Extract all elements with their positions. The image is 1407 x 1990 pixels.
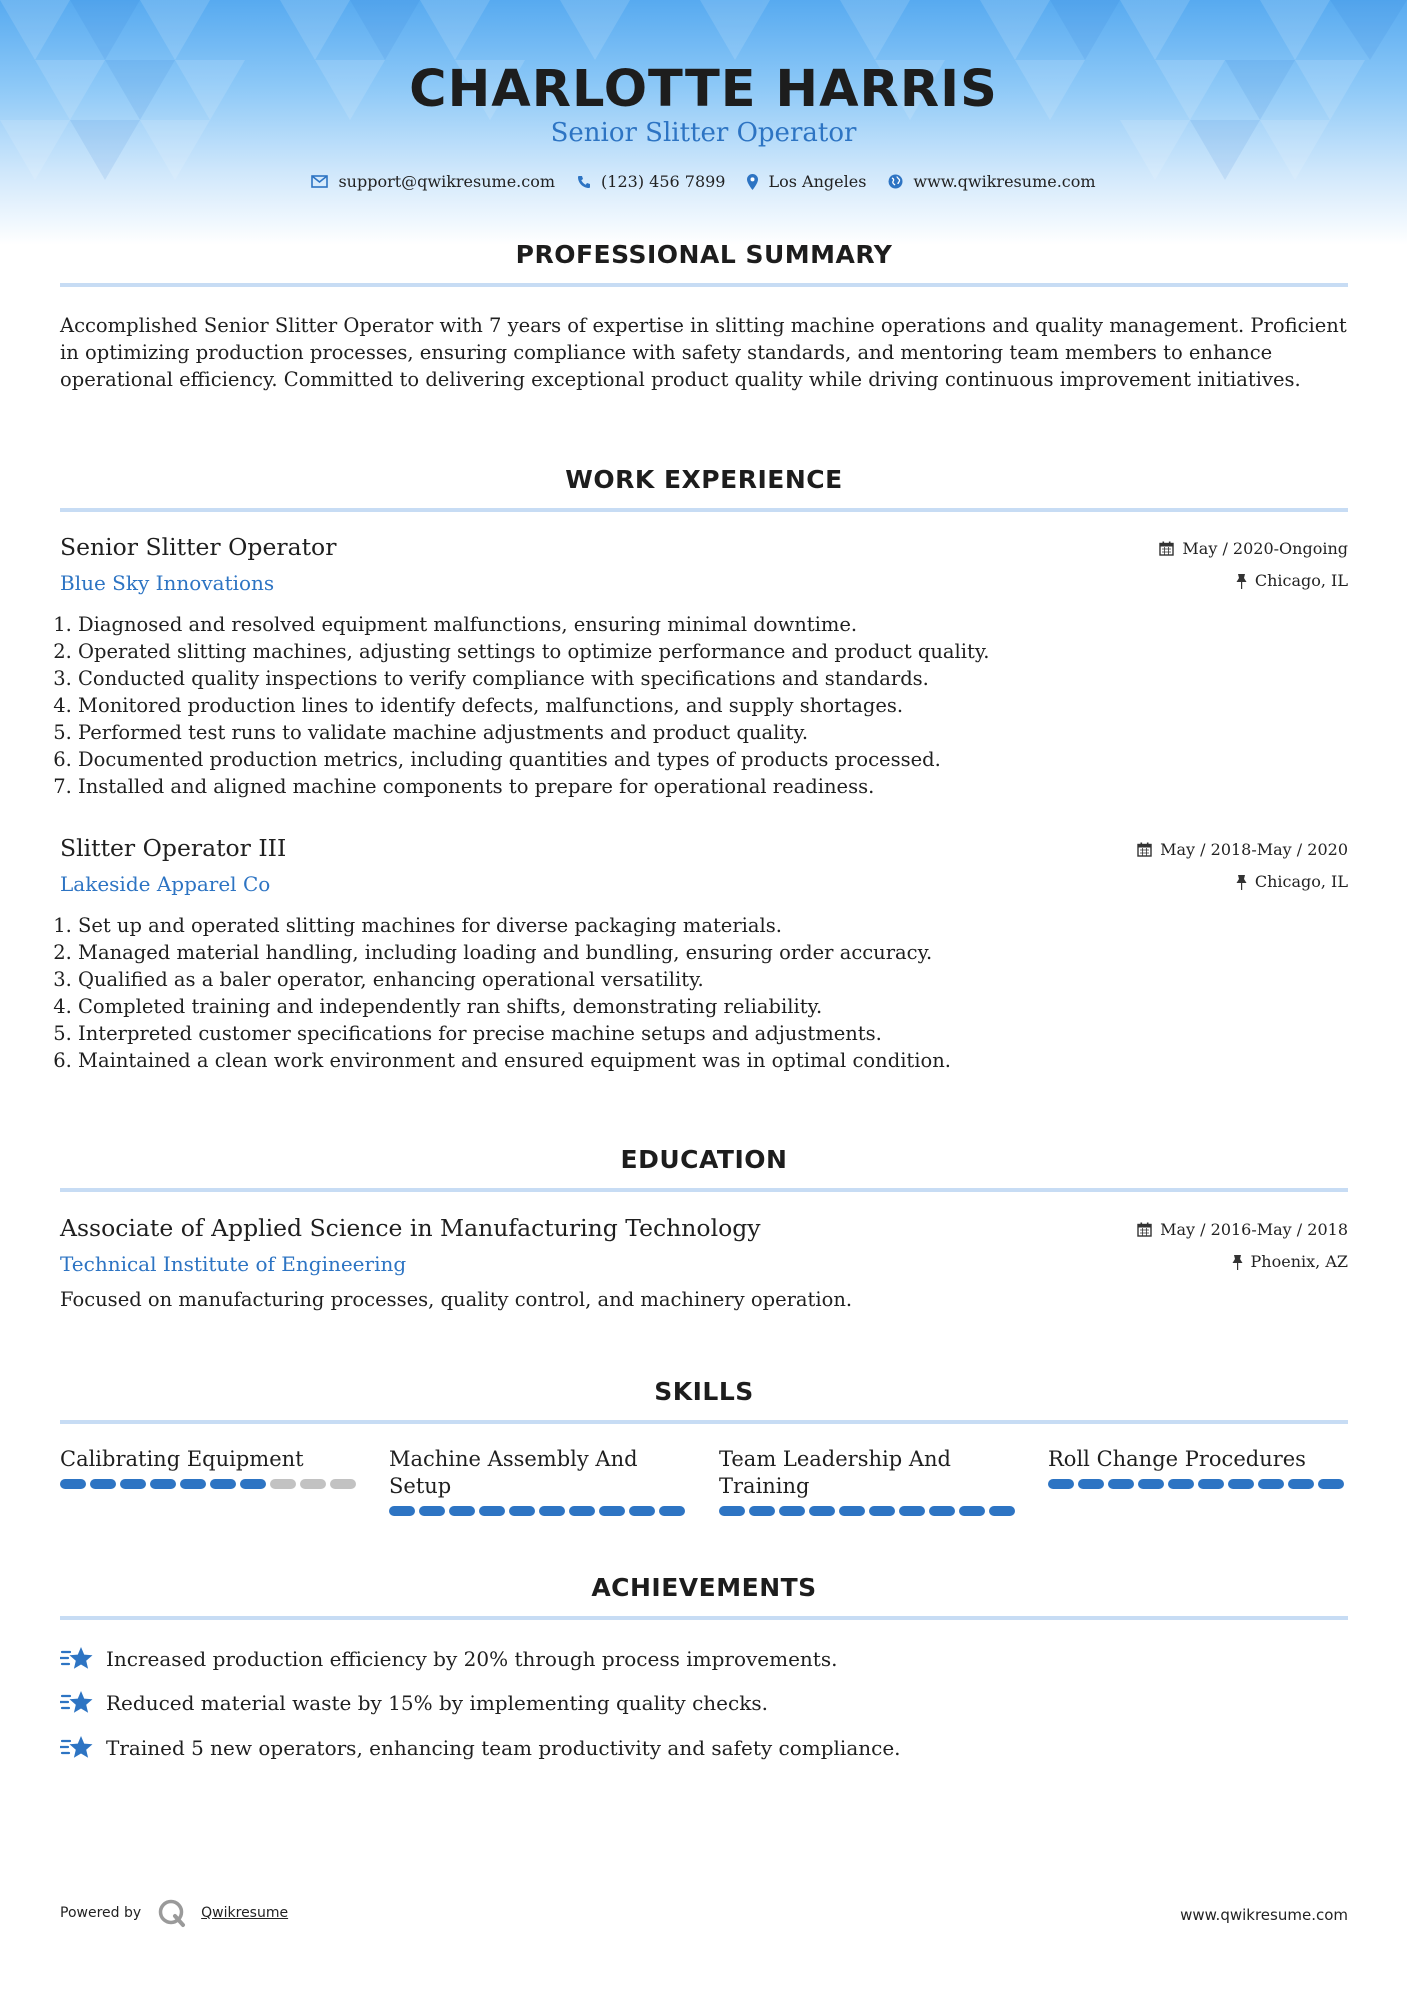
envelope-icon [311, 175, 328, 188]
skill-dot-filled [569, 1506, 595, 1516]
job-responsibilities [60, 611, 990, 800]
skill-dot-filled [1168, 1479, 1194, 1489]
skill-name: Machine Assembly And Setup [389, 1447, 638, 1498]
education-entry [60, 1214, 1348, 1324]
section-title-achievements: ACHIEVEMENTS [591, 1573, 817, 1602]
star-icon [60, 1646, 94, 1672]
skill-dot-filled [539, 1506, 565, 1516]
skill-dot-filled [869, 1506, 895, 1516]
skill-item [719, 1446, 1019, 1516]
section-rule [60, 1420, 1348, 1424]
contact-email-text: support@qwikresume.com [338, 172, 556, 191]
skill-dot-empty [300, 1479, 326, 1489]
skill-dot-filled [479, 1506, 505, 1516]
job-location-text: Chicago, IL [1254, 872, 1348, 891]
job-date-text: May / 2018-May / 2020 [1160, 840, 1348, 859]
section-rule [60, 283, 1348, 287]
contact-location [747, 172, 866, 191]
skill-dot-filled [120, 1479, 146, 1489]
skill-dot-filled [659, 1506, 685, 1516]
summary-text: Accomplished Senior Slitter Operator with 7 years of expertise in slitting machine operations and quality management. Proficient in optimizing production processes, ensuring compliance with safety standards, and mentoring team members to enhance operational efficiency. Committed to delivering exceptional product quality while driving continuous improvement initiatives. [60, 314, 1347, 391]
achievement-text: Reduced material waste by 15% by implementing quality checks. [106, 1691, 768, 1715]
powered-by-label: Powered by [60, 1905, 142, 1921]
calendar-icon [1137, 1222, 1152, 1237]
job-location [1236, 571, 1348, 590]
list-item: 5. Interpreted customer specifications for precise machine setups and adjustments. [78, 1020, 951, 1047]
skill-item [60, 1446, 360, 1489]
skill-dot-filled [1078, 1479, 1104, 1489]
skill-dot-filled [449, 1506, 475, 1516]
skill-dot-filled [1048, 1479, 1074, 1489]
section-title-skills: SKILLS [654, 1377, 754, 1406]
skill-name: Team Leadership And Training [719, 1447, 951, 1498]
skill-dot-filled [809, 1506, 835, 1516]
section-rule [60, 508, 1348, 512]
skill-dot-filled [1108, 1479, 1134, 1489]
list-item: 3. Qualified as a baler operator, enhancing operational versatility. [78, 966, 951, 993]
skill-dot-filled [749, 1506, 775, 1516]
skill-dot-filled [779, 1506, 805, 1516]
achievement-item [60, 1735, 1348, 1761]
skill-dot-filled [90, 1479, 116, 1489]
achievement-item [60, 1646, 1348, 1672]
education-date-text: May / 2016-May / 2018 [1160, 1220, 1348, 1239]
globe-icon [888, 174, 903, 189]
skill-dot-filled [180, 1479, 206, 1489]
skill-item [389, 1446, 689, 1516]
contact-email[interactable] [311, 172, 555, 191]
contact-location-text: Los Angeles [768, 172, 867, 191]
achievement-item [60, 1690, 1348, 1716]
skill-item [1048, 1446, 1348, 1489]
skill-dot-filled [1138, 1479, 1164, 1489]
phone-icon [577, 175, 591, 189]
job-date [1137, 840, 1348, 859]
skill-dot-empty [330, 1479, 356, 1489]
job-responsibilities [60, 912, 951, 1074]
skill-dot-filled [1228, 1479, 1254, 1489]
skill-dot-filled [509, 1506, 535, 1516]
contact-website-text: www.qwikresume.com [913, 172, 1096, 191]
job-entry-2 [60, 834, 1348, 1084]
skill-level-bar [719, 1506, 1019, 1516]
skill-dot-filled [60, 1479, 86, 1489]
calendar-icon [1159, 541, 1174, 556]
skill-dot-empty [270, 1479, 296, 1489]
skill-dot-filled [629, 1506, 655, 1516]
skill-dot-filled [1258, 1479, 1284, 1489]
achievement-text: Increased production efficiency by 20% through process improvements. [106, 1647, 838, 1671]
skill-dot-filled [989, 1506, 1015, 1516]
job-entry-1 [60, 533, 1348, 808]
candidate-role: Senior Slitter Operator [550, 118, 857, 148]
list-item: 5. Performed test runs to validate machine adjustments and product quality. [78, 719, 990, 746]
job-date-text: May / 2020-Ongoing [1182, 539, 1348, 558]
list-item: 2. Operated slitting machines, adjusting settings to optimize performance and product quality. [78, 638, 990, 665]
skill-name: Roll Change Procedures [1048, 1447, 1306, 1471]
list-item: 1. Diagnosed and resolved equipment malfunctions, ensuring minimal downtime. [78, 611, 990, 638]
skill-dot-filled [719, 1506, 745, 1516]
achievement-text: Trained 5 new operators, enhancing team productivity and safety compliance. [106, 1736, 901, 1760]
section-rule [60, 1188, 1348, 1192]
list-item: 6. Documented production metrics, including quantities and types of products processed. [78, 746, 990, 773]
footer-website[interactable]: www.qwikresume.com [1180, 1906, 1348, 1924]
star-icon [60, 1735, 94, 1761]
skill-dot-filled [419, 1506, 445, 1516]
list-item: 6. Maintained a clean work environment and ensured equipment was in optimal condition. [78, 1047, 951, 1074]
skill-dot-filled [599, 1506, 625, 1516]
footer-powered-by [60, 1898, 288, 1928]
skill-dot-filled [1288, 1479, 1314, 1489]
education-date [1137, 1220, 1348, 1239]
section-title-education: EDUCATION [620, 1145, 788, 1174]
job-location-text: Chicago, IL [1254, 571, 1348, 590]
school-name: Technical Institute of Engineering [60, 1252, 407, 1276]
skill-dot-filled [839, 1506, 865, 1516]
list-item: 2. Managed material handling, including loading and bundling, ensuring order accuracy. [78, 939, 951, 966]
skill-dot-filled [1318, 1479, 1344, 1489]
job-title: Slitter Operator III [60, 834, 287, 862]
pin-icon [1236, 573, 1247, 589]
skill-name: Calibrating Equipment [60, 1447, 304, 1471]
map-marker-icon [747, 174, 758, 190]
contact-website[interactable] [888, 172, 1095, 191]
contact-bar [0, 172, 1407, 191]
list-item: 7. Installed and aligned machine components to prepare for operational readiness. [78, 773, 990, 800]
list-item: 4. Completed training and independently ran shifts, demonstrating reliability. [78, 993, 951, 1020]
job-location [1236, 872, 1348, 891]
skills-grid [60, 1446, 1348, 1526]
section-title-experience: WORK EXPERIENCE [565, 465, 843, 494]
contact-phone-text: (123) 456 7899 [601, 172, 726, 191]
pin-icon [1232, 1254, 1243, 1270]
skill-level-bar [1048, 1479, 1348, 1489]
skill-dot-filled [899, 1506, 925, 1516]
education-location-text: Phoenix, AZ [1250, 1252, 1348, 1271]
company-name: Lakeside Apparel Co [60, 872, 271, 896]
section-title-summary: PROFESSIONAL SUMMARY [515, 240, 893, 269]
company-name: Blue Sky Innovations [60, 571, 275, 595]
job-title: Senior Slitter Operator [60, 533, 337, 561]
skill-dot-filled [240, 1479, 266, 1489]
section-rule [60, 1616, 1348, 1620]
degree-title: Associate of Applied Science in Manufacturing Technology [60, 1214, 761, 1242]
qwikresume-logo-icon [157, 1898, 187, 1928]
education-location [1232, 1252, 1348, 1271]
list-item: 1. Set up and operated slitting machines for diverse packaging materials. [78, 912, 951, 939]
skill-dot-filled [150, 1479, 176, 1489]
skill-dot-filled [959, 1506, 985, 1516]
skill-dot-filled [929, 1506, 955, 1516]
pin-icon [1236, 874, 1247, 890]
skill-level-bar [389, 1506, 689, 1516]
skill-dot-filled [1198, 1479, 1224, 1489]
calendar-icon [1137, 842, 1152, 857]
job-date [1159, 539, 1348, 558]
contact-phone[interactable] [577, 172, 725, 191]
candidate-name: CHARLOTTE HARRIS [409, 60, 998, 119]
skill-level-bar [60, 1479, 360, 1489]
list-item: 4. Monitored production lines to identify defects, malfunctions, and supply shortages. [78, 692, 990, 719]
education-description: Focused on manufacturing processes, quality control, and machinery operation. [60, 1288, 853, 1311]
star-icon [60, 1690, 94, 1716]
skill-dot-filled [210, 1479, 236, 1489]
skill-dot-filled [389, 1506, 415, 1516]
list-item: 3. Conducted quality inspections to verify compliance with specifications and standards. [78, 665, 990, 692]
qwikresume-link[interactable]: Qwikresume [201, 1905, 289, 1921]
